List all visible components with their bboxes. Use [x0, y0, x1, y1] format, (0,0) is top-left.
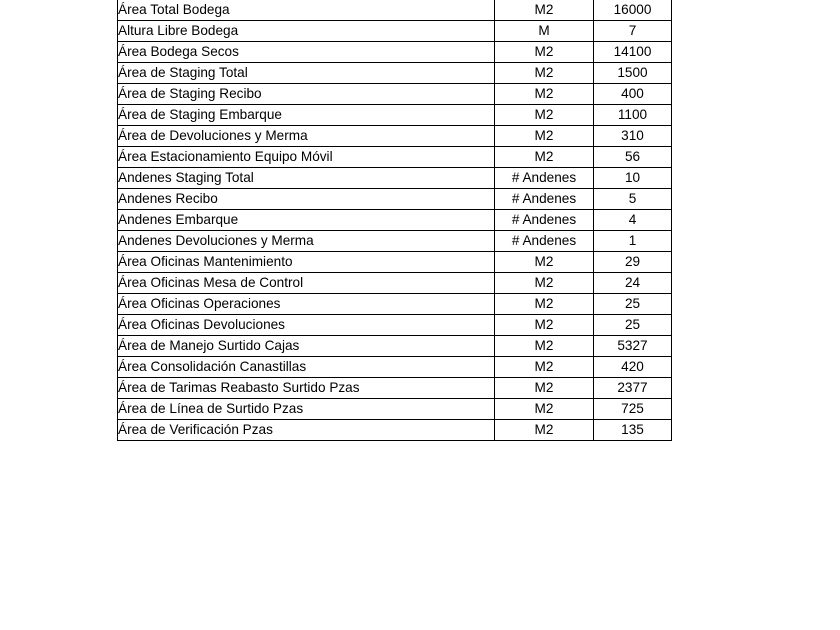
table-body: [118, 0, 672, 441]
table-row: [118, 315, 672, 336]
row-name: Altura Libre Bodega: [118, 21, 495, 42]
row-unit: M2: [495, 420, 594, 441]
row-unit: M2: [495, 399, 594, 420]
table-row: [118, 189, 672, 210]
row-unit: M2: [495, 315, 594, 336]
row-unit: M2: [495, 84, 594, 105]
row-unit: M2: [495, 273, 594, 294]
row-value: 135: [594, 420, 672, 441]
table-row: [118, 21, 672, 42]
table-row: [118, 378, 672, 399]
table-row: [118, 42, 672, 63]
row-name: Área de Verificación Pzas: [118, 420, 495, 441]
row-value: 16000: [594, 0, 672, 21]
table-row: [118, 336, 672, 357]
row-name: Área Bodega Secos: [118, 42, 495, 63]
row-name: Área de Devoluciones y Merma: [118, 126, 495, 147]
row-unit: M2: [495, 147, 594, 168]
row-unit: M2: [495, 105, 594, 126]
row-name: Área de Staging Recibo: [118, 84, 495, 105]
row-name: Área Total Bodega: [118, 0, 495, 21]
row-value: 24: [594, 273, 672, 294]
row-name: Área Oficinas Mantenimiento: [118, 252, 495, 273]
row-value: 725: [594, 399, 672, 420]
table-row: [118, 294, 672, 315]
row-value: 10: [594, 168, 672, 189]
row-unit: M2: [495, 0, 594, 21]
table-row: [118, 0, 672, 21]
table-row: [118, 210, 672, 231]
row-name: Andenes Staging Total: [118, 168, 495, 189]
row-unit: # Andenes: [495, 231, 594, 252]
table-row: [118, 231, 672, 252]
row-value: 29: [594, 252, 672, 273]
row-value: 14100: [594, 42, 672, 63]
row-value: 2377: [594, 378, 672, 399]
table-row: [118, 147, 672, 168]
row-unit: M2: [495, 42, 594, 63]
row-name: Andenes Embarque: [118, 210, 495, 231]
row-unit: M: [495, 21, 594, 42]
table-row: [118, 126, 672, 147]
table-row: [118, 63, 672, 84]
row-value: 5327: [594, 336, 672, 357]
row-unit: M2: [495, 336, 594, 357]
row-unit: M2: [495, 378, 594, 399]
spec-sheet: [117, 0, 672, 462]
table-row: [118, 420, 672, 441]
row-unit: M2: [495, 126, 594, 147]
row-value: 5: [594, 189, 672, 210]
table-row: [118, 399, 672, 420]
row-value: 4: [594, 210, 672, 231]
row-name: Área Estacionamiento Equipo Móvil: [118, 147, 495, 168]
row-value: 25: [594, 315, 672, 336]
row-unit: M2: [495, 252, 594, 273]
row-value: 400: [594, 84, 672, 105]
row-name: Andenes Devoluciones y Merma: [118, 231, 495, 252]
table-row: [118, 105, 672, 126]
row-unit: M2: [495, 294, 594, 315]
row-name: Área Oficinas Operaciones: [118, 294, 495, 315]
row-value: 420: [594, 357, 672, 378]
row-value: 1500: [594, 63, 672, 84]
table-row: [118, 252, 672, 273]
row-name: Área de Staging Embarque: [118, 105, 495, 126]
row-unit: # Andenes: [495, 189, 594, 210]
row-name: Área de Manejo Surtido Cajas: [118, 336, 495, 357]
row-name: Área de Staging Total: [118, 63, 495, 84]
row-name: Área Oficinas Mesa de Control: [118, 273, 495, 294]
row-unit: # Andenes: [495, 168, 594, 189]
row-value: 56: [594, 147, 672, 168]
table-row: [118, 357, 672, 378]
row-unit: M2: [495, 63, 594, 84]
row-name: Área de Tarimas Reabasto Surtido Pzas: [118, 378, 495, 399]
table-row: [118, 84, 672, 105]
table-row: [118, 168, 672, 189]
row-name: Área Consolidación Canastillas: [118, 357, 495, 378]
row-name: Andenes Recibo: [118, 189, 495, 210]
row-value: 7: [594, 21, 672, 42]
row-unit: # Andenes: [495, 210, 594, 231]
row-value: 1100: [594, 105, 672, 126]
row-name: Área Oficinas Devoluciones: [118, 315, 495, 336]
row-name: Área de Línea de Surtido Pzas: [118, 399, 495, 420]
warehouse-spec-table: [117, 0, 672, 441]
row-unit: M2: [495, 357, 594, 378]
row-value: 310: [594, 126, 672, 147]
row-value: 25: [594, 294, 672, 315]
row-value: 1: [594, 231, 672, 252]
table-row: [118, 273, 672, 294]
